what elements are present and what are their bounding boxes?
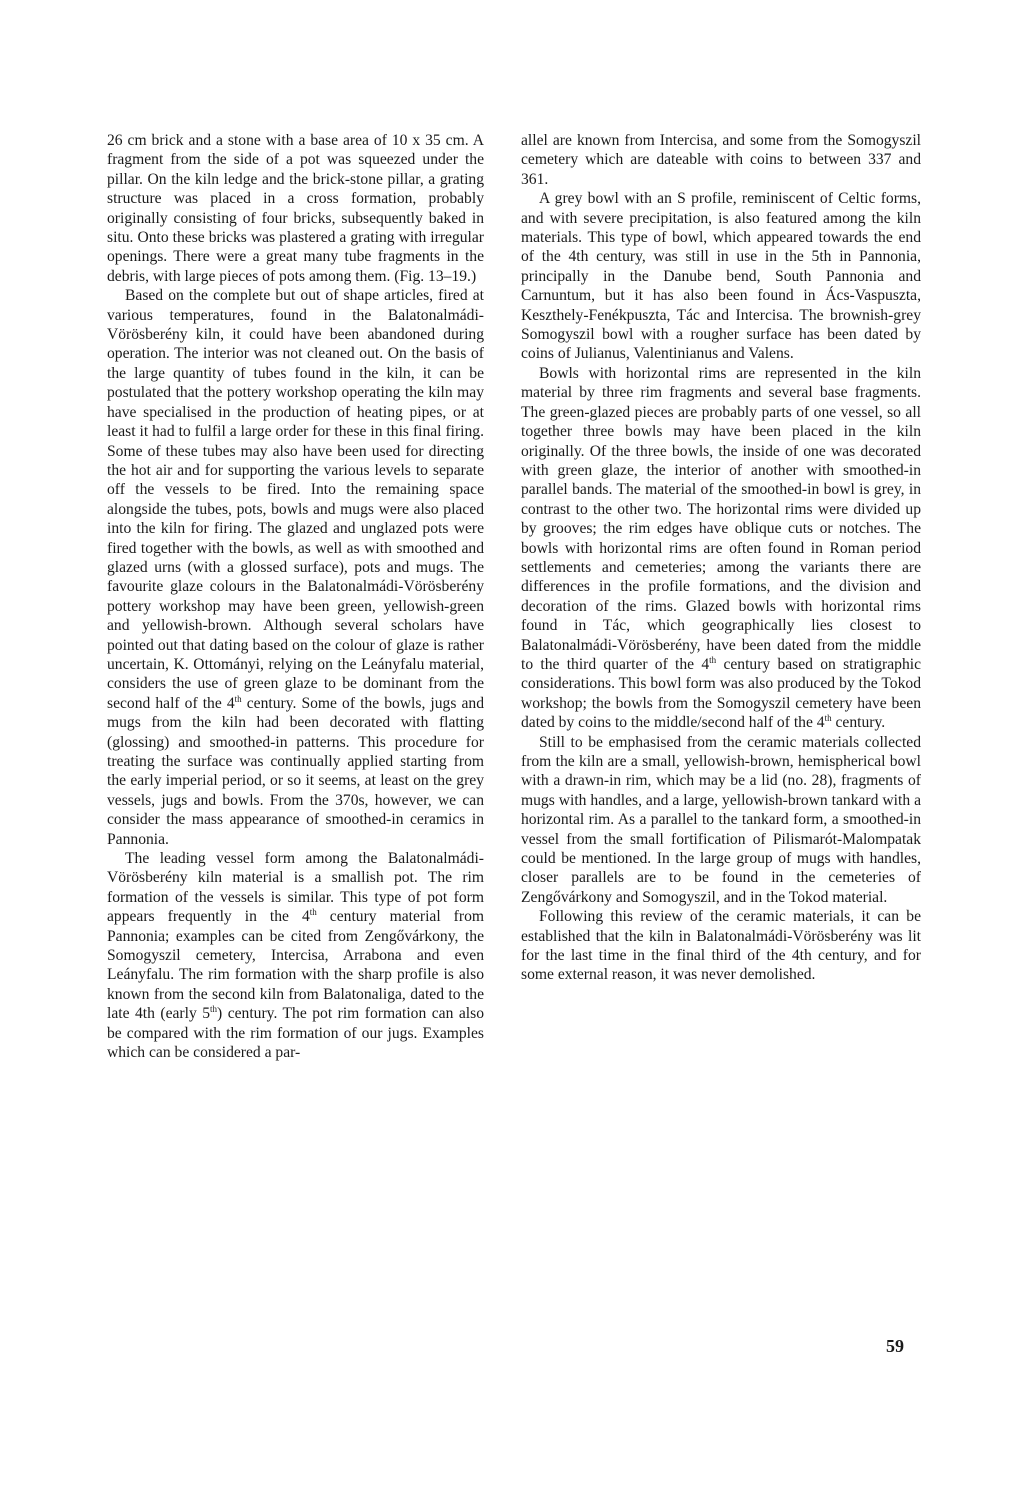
right-paragraph-4	[521, 733, 921, 908]
paragraph-text: Following this review of the ceramic materials, it can be established that the kiln in Balatonalmádi-Vörösberény was lit for the last time in the final third of the 4th century, and for some external reason, it was never demolished.	[521, 908, 921, 984]
right-paragraph-3	[521, 364, 921, 733]
ordinal-superscript: th	[824, 713, 832, 724]
paragraph-text: A grey bowl with an S profile, reminiscent of Celtic forms, and with severe precipitation, is also featured among the kiln materials. This type of bowl, which appeared towards the end of the 4th century, was still in use in the 5th in Pannonia, principally in the Danube bend, South Pannonia and Carnuntum, but it has also been found in Ács-Vaspuszta, Keszthely-Fenékpuszta, Tác and Intercisa. The brownish-grey Somogyszil bowl with a rougher surface has been dated by coins of Julianus, Valentinianus and Valens.	[521, 190, 921, 363]
left-paragraph-2	[107, 286, 484, 849]
paragraph-text: ) century. The pot rim formation can also be compared with the rim formation of our jugs. Examples which can be considered a par-	[107, 1005, 484, 1062]
ordinal-superscript: th	[210, 1004, 218, 1015]
left-paragraph-1	[107, 131, 484, 286]
paragraph-text: Based on the complete but out of shape articles, fired at various temperatures, found in the Balatonalmádi-Vörösberény kiln, it could have been abandoned during operation. The interior was not cleaned out. On the basis of the large quantity of tubes found in the kiln, it can be postulated that the pottery workshop operating the kiln may have specialised in the production of heating pipes, or at least it had to fulfil a large order for these in this final firing. Some of these tubes may also have been used for directing the hot air and for supporting the various levels to separate off the vessels to be fired. Into the remaining space alongside the tubes, pots, bowls and mugs were also placed into the kiln for firing. The glazed and unglazed pots were fired together with the bowls, as well as with smoothed and glazed urns (with a glossed surface), pots and mugs. The favourite glaze colours in the Balatonalmádi-Vörösberény pottery workshop may have been green, yellowish-green and yellowish-brown. Although several scholars have pointed out that dating based on the colour of glaze is rather uncertain, K. Ottományi, relying on the Leányfalu material, considers the use of green glaze to be dominant from the second half of the 4	[107, 287, 484, 712]
paragraph-text: 26 cm brick and a stone with a base area of 10 x 35 cm. A fragment from the side of a pot was squeezed under the pillar. On the kiln ledge and the brick-stone pillar, a grating structure was placed in a cross formation, probably originally consisting of four bricks, subsequently baked in situ. Onto these bricks was plastered a grating with irregular openings. There were a great many tube fragments in the debris, with large pieces of pots among them. (Fig. 13–19.)	[107, 132, 484, 285]
left-text-column	[107, 131, 484, 1063]
right-paragraph-5	[521, 907, 921, 985]
paragraph-text: Bowls with horizontal rims are represented in the kiln material by three rim fragments and several base fragments. The green-glazed pieces are probably parts of one vessel, so all together three bowls may have been placed in the kiln originally. Of the three bowls, the inside of one was decorated with green glaze, the interior of another with smoothed-in parallel bands. The material of the smoothed-in bowl is grey, in contrast to the other two. The horizontal rims were divided up by grooves; the rim edges have oblique cuts or notches. The bowls with horizontal rims are often found in Roman period settlements and cemeteries; among the variants there are differences in the profile formations, and the division and decoration of the rims. Glazed bowls with horizontal rims found in Tác, which geographically lies closest to Balatonalmádi-Vörösberény, have been dated from the middle to the third quarter of the 4	[521, 364, 921, 673]
ordinal-superscript: th	[709, 654, 717, 665]
paragraph-text: century based on stratigraphic considerations. This bowl form was also produced by the Tokod workshop; the bowls from the Somogyszil cemetery have been dated by coins to the middle/second half of the 4	[521, 655, 922, 732]
left-paragraph-3	[107, 849, 484, 1062]
right-paragraph-1	[521, 131, 921, 189]
paragraph-text: century. Some of the bowls, jugs and mugs from the kiln had been decorated with flatting (glossing) and smoothed-in patterns. This procedure for treating the surface was continually applied starting from the early imperial period, or so it seems, at least on the grey vessels, jugs and bowls. From the 370s, however, we can consider the mass appearance of smoothed-in ceramics in Pannonia.	[107, 694, 484, 848]
right-text-column	[521, 131, 921, 985]
ordinal-superscript: th	[234, 693, 242, 704]
paragraph-text: Still to be emphasised from the ceramic materials collected from the kiln are a small, yellowish-brown, hemispherical bowl with a drawn-in rim, which may be a lid (no. 28), fragments of mugs with handles, and a large, yellowish-brown tankard with a horizontal rim. As a parallel to the tankard form, a smoothed-in vessel from the small fortification of Pilismarót-Malompatak could be mentioned. In the large group of mugs with handles, closer parallels are to be found in the cemeteries of Zengővárkony and Somogyszil, and in the Tokod material.	[521, 733, 921, 906]
paragraph-text: The leading vessel form among the Balatonalmádi-Vörösberény kiln material is a smallish pot. The rim formation of the vessels is similar. This type of pot form appears frequently in the 4	[107, 850, 484, 926]
paragraph-text: century.	[831, 714, 886, 732]
ordinal-superscript: th	[309, 907, 317, 918]
paragraph-text: allel are known from Intercisa, and some from the Somogyszil cemetery which are dateable with coins to between 337 and 361.	[521, 132, 921, 188]
paragraph-text: century material from Pannonia; examples can be cited from Zengővárkony, the Somogyszil cemetery, Intercisa, Arrabona and even Leányfalu. The rim formation with the sharp profile is also known from the second kiln from Balatonaliga, dated to the late 4th (early 5	[107, 908, 484, 1023]
right-paragraph-2	[521, 189, 921, 364]
page-number: 59	[886, 1336, 904, 1356]
